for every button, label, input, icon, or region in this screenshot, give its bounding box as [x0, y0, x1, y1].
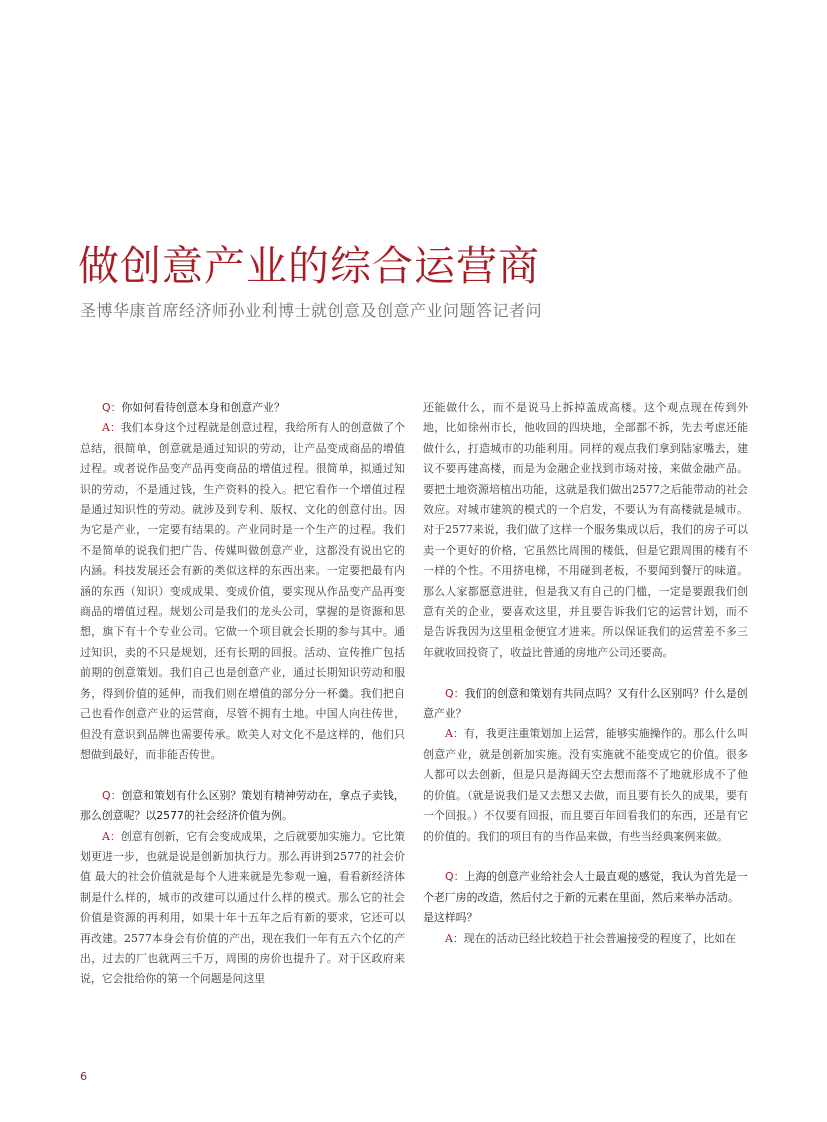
answer-2 — [80, 827, 405, 990]
answer-2-text: 创意有创新，它有会变成成果，之后就要加实施力。它比策划更进一步，也就是说是创新加执行力。那么再讲到2577的社会价值 最大的社会价值就是每个人进来就是先参观一遍，看看新经济体制是什么样的，城市的改建可以通过什么样的模式。那么它的社会价值是资源的再利用，如果十年十五年之后有新的要求，它还可以再改建。2577本身会有价值的产出，现在我们一年有五六个亿的产出，过去的厂也就两三千万，周围的房价也提升了。对于区政府来说，它会批给你的第一个问题是问这里 — [80, 829, 405, 986]
question-2 — [80, 786, 405, 827]
page-title: 做创意产业的综合运营商 — [78, 242, 540, 290]
answer-2-continued: 还能做什么，而不是说马上拆掉盖成高楼。这个观点现在传到外地，比如徐州市长，他收回的四块地，全部都不拆，先去考虑还能做什么，打造城市的功能利用。同样的观点我们拿到陆家嘴去，建议不要再建高楼，而是为金融企业找到市场对接，来做金融产品。要把土地资源培植出功能，这就是我们做出2577之后能带动的社会效应。对城市建筑的模式的一个启发，不要认为有高楼就是城市。对于2577来说，我们做了这样一个服务集成以后，我们的房子可以卖一个更好的价格，它虽然比周围的楼低，但是它跟周围的楼有不一样的个性。不用挤电梯，不用碰到老板，不要闻到餐厅的味道。那么人家都愿意进驻，但是我又有自己的门槛，一定是要跟我们创意有关的企业，要喜欢这里，并且要告诉我们它的运营计划，而不是告诉我因为这里租金便宜才进来。所以保证我们的运营差不多三年就收回投资了，收益比普通的房地产公司还要高。 — [423, 401, 748, 659]
question-1 — [80, 398, 405, 418]
right-column — [423, 398, 748, 949]
question-4-text: 上海的创意产业给社会人士最直观的感觉，我认为首先是一个老厂房的改造，然后付之于新的元素在里面，然后来举办活动。是这样吗？ — [423, 870, 748, 925]
q-label: Q： — [445, 686, 465, 700]
answer-4-text: 现在的活动已经比较趋于社会普遍接受的程度了，比如在 — [463, 931, 737, 945]
question-3 — [423, 684, 748, 725]
q-label: Q： — [102, 788, 122, 802]
answer-3-text: 有，我更注重策划加上运营，能够实施操作的。那么什么叫创意产业，就是创新加实施。没有实施就不能变成它的价值。很多人都可以去创新，但是只是海阔天空去想而落不了地就形成不了他的价值。（就是说我们是又去想又去做，而且要有长久的成果，要有一个回报。）不仅要有回报，而且要百年回看我们的东西，还是有它的价值的。我们的项目有的当作品来做，有些当经典案例来做。 — [423, 727, 748, 843]
a-label: A： — [445, 931, 464, 945]
a-label: A： — [102, 421, 121, 435]
q-label: Q： — [445, 870, 465, 884]
question-2-text: 创意和策划有什么区别？策划有精神劳动在，拿点子卖钱，那么创意呢？以2577的社会经济价值为例。 — [80, 788, 405, 823]
question-4 — [423, 867, 748, 928]
answer-4 — [423, 929, 748, 949]
question-1-text: 你如何看待创意本身和创意产业？ — [121, 401, 285, 414]
answer-3 — [423, 724, 748, 846]
page-number: 6 — [80, 1070, 87, 1083]
answer-1-text: 我们本身这个过程就是创意过程，我给所有人的创意做了个总结，很简单，创意就是通过知识的劳动，让产品变成商品的增值过程。或者说作品变产品再变商品的增值过程。很简单，拟通过知识的劳动，不是通过钱，生产资料的投入。把它看作一个增值过程是通过知识性的劳动。就涉及到专利、版权、文化的创意付出。因为它是产业，一定要有结果的。产业同时是一个生产的过程。我们不是简单的说我们把广告、传媒叫做创意产业，这都没有说出它的内涵。科技发展还会有新的类似这样的东西出来。一定要把最有内涵的东西（知识）变成成果、变成价值，要实现从作品变产品再变商品的增值过程。规划公司是我们的龙头公司，掌握的是资源和思想，旗下有十个专业公司。它做一个项目就会长期的参与其中。通过知识，卖的不只是规划，还有长期的回报。活动、宣传推广包括前期的创意策划。我们自己也是创意产业，通过长期知识劳动和服务，得到价值的延伸，而我们则在增值的部分分一杯羹。我们把自己也看作创意产业的运营商，尽管不拥有土地。中国人向往传世，但没有意识到品牌也需要传承。欧美人对文化不是这样的，他们只想做到最好，而非能否传世。 — [80, 421, 405, 761]
page-subtitle: 圣博华康首席经济师孙业利博士就创意及创意产业问题答记者问 — [80, 301, 543, 320]
a-label: A： — [445, 727, 464, 741]
left-column — [80, 398, 405, 990]
q-label: Q： — [102, 401, 122, 414]
a-label: A： — [102, 829, 121, 843]
question-3-text: 我们的创意和策划有共同点吗？又有什么区别吗？什么是创意产业？ — [423, 686, 748, 721]
answer-1 — [80, 418, 405, 765]
